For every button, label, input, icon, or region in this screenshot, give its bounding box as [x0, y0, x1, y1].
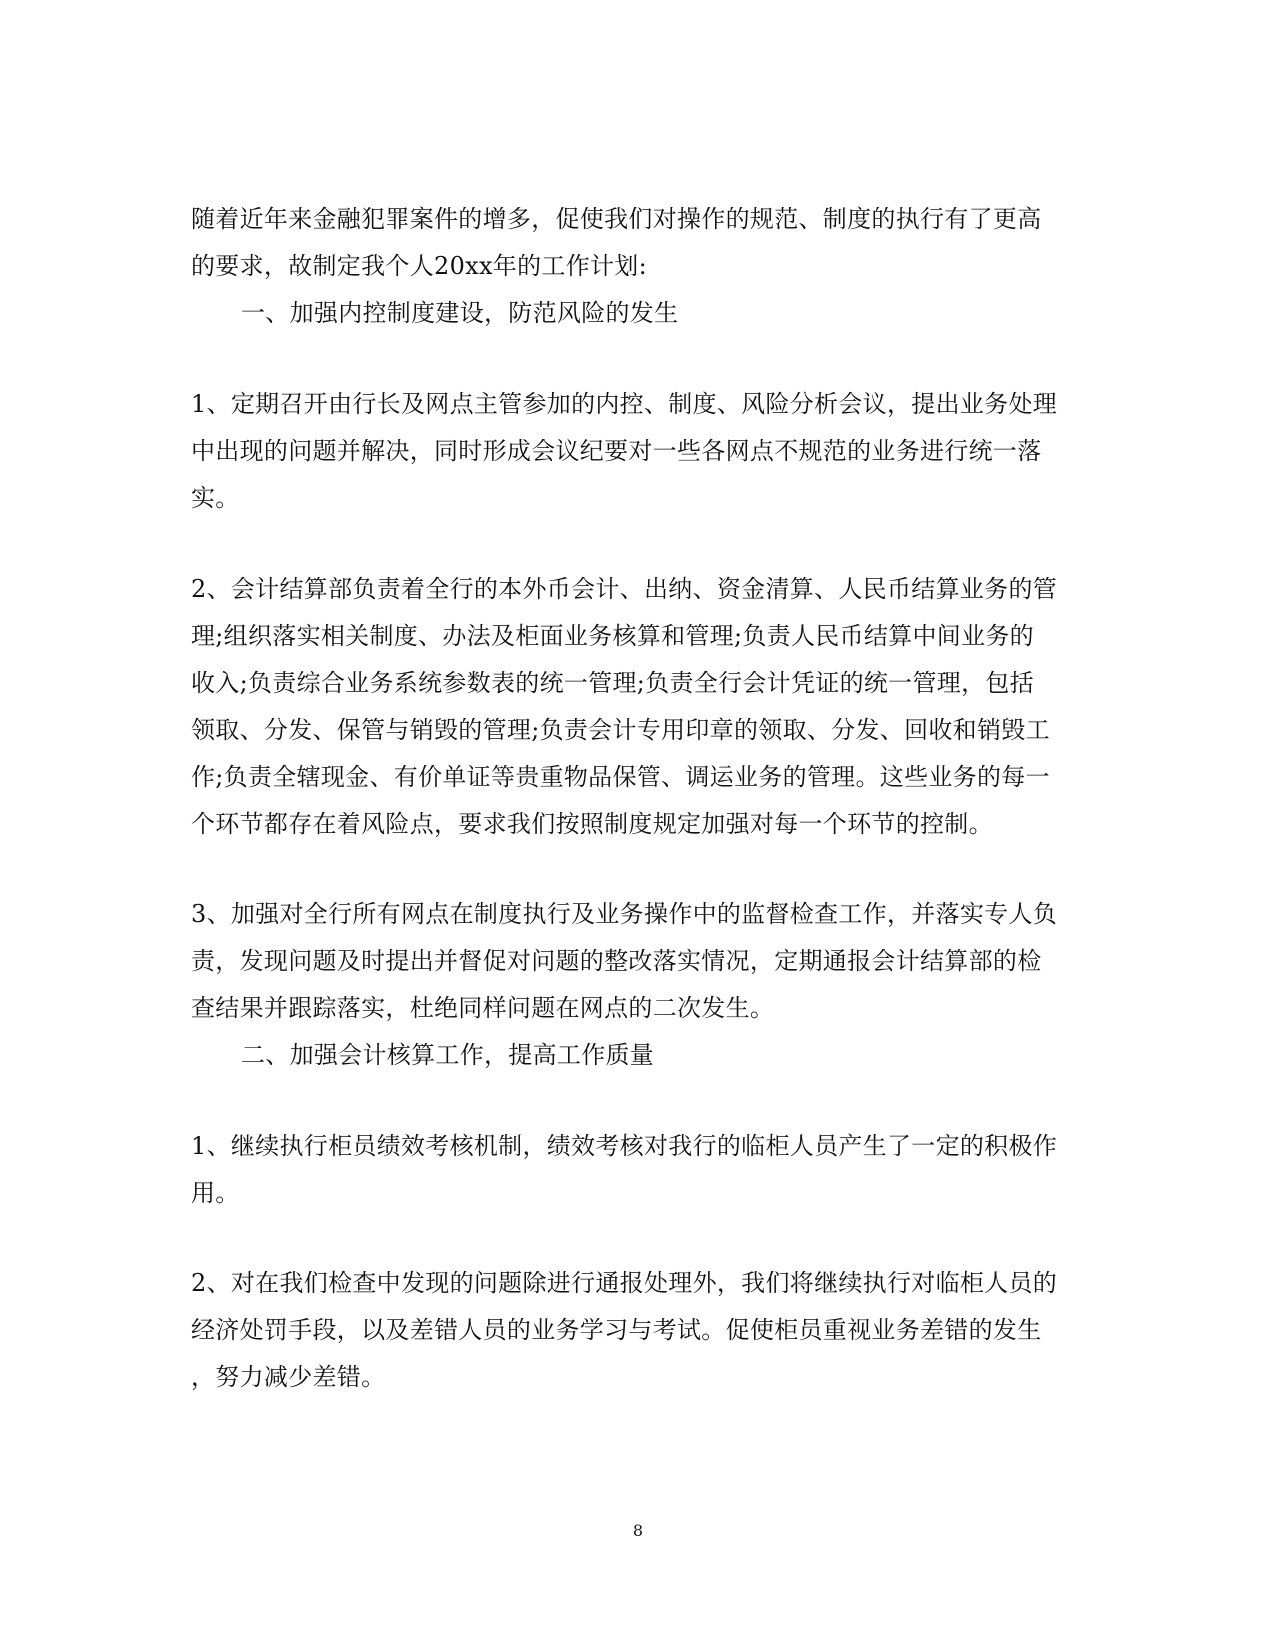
list-item-line: 理;组织落实相关制度、办法及柜面业务核算和管理;负责人民币结算中间业务的: [191, 622, 1034, 650]
section-heading: 一、加强内控制度建设，防范风险的发生: [241, 299, 679, 327]
list-item-line: 作;负责全辖现金、有价单证等贵重物品保管、调运业务的管理。这些业务的每一: [191, 763, 1050, 791]
intro-paragraph-line: 随着近年来金融犯罪案件的增多，促使我们对操作的规范、制度的执行有了更高: [191, 205, 1042, 233]
list-item-line: 实。: [191, 484, 240, 512]
page-number: 8: [632, 1521, 644, 1540]
list-item-line: 责，发现问题及时提出并督促对问题的整改落实情况，定期通报会计结算部的检: [191, 947, 1042, 975]
list-item-line: 用。: [191, 1179, 240, 1207]
list-item-line: 1、继续执行柜员绩效考核机制，绩效考核对我行的临柜人员产生了一定的积极作: [191, 1132, 1058, 1160]
intro-paragraph-line: 的要求，故制定我个人20xx年的工作计划:: [191, 252, 647, 280]
list-item-line: 个环节都存在着风险点，要求我们按照制度规定加强对每一个环节的控制。: [191, 810, 993, 838]
list-item-line: 经济处罚手段，以及差错人员的业务学习与考试。促使柜员重视业务差错的发生: [191, 1316, 1042, 1344]
list-item-line: ，努力减少差错。: [191, 1363, 386, 1391]
list-item-line: 3、加强对全行所有网点在制度执行及业务操作中的监督检查工作，并落实专人负: [191, 900, 1058, 928]
list-item-line: 查结果并跟踪落实，杜绝同样问题在网点的二次发生。: [191, 994, 775, 1022]
section-heading: 二、加强会计核算工作，提高工作质量: [241, 1041, 655, 1069]
list-item-line: 2、对在我们检查中发现的问题除进行通报处理外，我们将继续执行对临柜人员的: [191, 1269, 1058, 1297]
list-item-line: 中出现的问题并解决，同时形成会议纪要对一些各网点不规范的业务进行统一落: [191, 437, 1042, 465]
list-item-line: 领取、分发、保管与销毁的管理;负责会计专用印章的领取、分发、回收和销毁工: [191, 716, 1050, 744]
list-item-line: 1、定期召开由行长及网点主管参加的内控、制度、风险分析会议，提出业务处理: [191, 390, 1058, 418]
list-item-line: 2、会计结算部负责着全行的本外币会计、出纳、资金清算、人民币结算业务的管: [191, 575, 1058, 603]
list-item-line: 收入;负责综合业务系统参数表的统一管理;负责全行会计凭证的统一管理，包括: [191, 669, 1034, 697]
